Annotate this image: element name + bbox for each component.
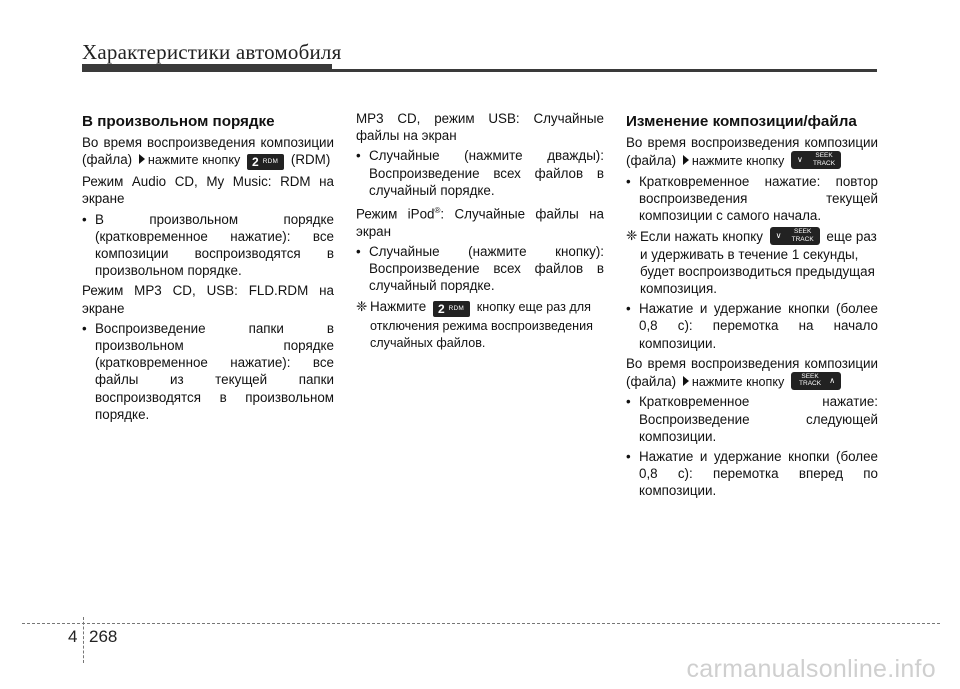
seek-track-label [792, 228, 814, 243]
rdm-label: RDM [448, 304, 465, 312]
track-label: TRACK [791, 235, 814, 243]
column-change-track [626, 112, 878, 503]
seek-track-down-button-icon [770, 227, 820, 245]
text-ipod-random: : Случайные файлы на экран [356, 206, 604, 239]
arrow-right-icon [139, 154, 145, 164]
chevron-down-icon: ∨ [797, 155, 803, 165]
section-number: 4 [68, 627, 78, 646]
chevron-down-icon: ∨ [775, 231, 782, 241]
text-press-button: нажмите кнопку [691, 154, 785, 169]
paragraph-random-intro [82, 134, 334, 170]
chapter-title: Характеристики автомобиля [82, 40, 342, 64]
rdm-button-icon [433, 301, 470, 317]
registered-mark: ® [434, 206, 441, 216]
note-previous-track [626, 227, 878, 297]
rdm-button-icon [247, 154, 284, 170]
footer-rule [22, 623, 940, 624]
text-press-button: нажмите кнопку [691, 374, 785, 389]
column-random-files [356, 110, 604, 355]
bullet-random-twice: • Случайные (нажмите дважды): Воспроизведение всех файлов в случайный порядке. [356, 147, 604, 199]
text-if-press: Если нажать кнопку [640, 229, 763, 245]
track-label: TRACK [799, 380, 822, 388]
header-bar [82, 64, 332, 72]
bullet-fast-forward: • Нажатие и удержание кнопки (более 0,8 с): перемотка вперед по композиции. [626, 448, 878, 500]
bullet-folder-random: • Воспроизведение папки в произвольном порядке (кратковременное нажатие): все файлы из текущей папки воспроизводятся в произвольном порядке. [82, 320, 334, 423]
text-press: Нажмите [370, 298, 427, 314]
text-previous-track: еще раз и удерживать в течение 1 секунды, будет воспроизводиться предыдущая композиция. [640, 229, 877, 296]
text-during-playback: Во время воспроизведения композиции (файла) [626, 355, 878, 389]
text-during-playback: Во время воспроизведения композиции (файла) [626, 135, 878, 169]
text-press-button: нажмите кнопку [147, 153, 241, 168]
bullet-repeat-current: • Кратковременное нажатие: повтор воспроизведения текущей композиции с самого начала. [626, 173, 878, 225]
paragraph-mp3-mode: Режим MP3 CD, USB: FLD.RDM на экране [82, 283, 334, 316]
rdm-number: 2 [437, 301, 445, 316]
rdm-number: 2 [252, 155, 259, 170]
text-during-playback: Во время воспроизведения композиции (файла) [82, 135, 334, 168]
header-rule [332, 69, 877, 72]
text-disable-random: кнопку еще раз для отключения режима воспроизведения случайных файлов. [370, 299, 593, 350]
paragraph-seek-up-intro [626, 355, 878, 391]
section-heading-change-track: Изменение композиции/файла [626, 113, 857, 130]
paragraph-ipod-mode [356, 202, 604, 240]
note-disable-random [356, 298, 604, 352]
paragraph-audio-cd-mode: Режим Audio CD, My Music: RDM на экране [82, 174, 334, 207]
text-rdm: (RDM) [290, 152, 331, 168]
seek-track-up-button-icon [791, 372, 841, 390]
bullet-next-track: • Кратковременное нажатие: Воспроизведение следующей композиции. [626, 393, 878, 445]
arrow-right-icon [683, 155, 689, 165]
footer-divider [83, 617, 84, 663]
watermark: carmanualsonline.info [686, 655, 936, 683]
seek-track-label [799, 373, 821, 388]
text-ipod-mode: Режим iPod [356, 206, 435, 222]
bullet-random-press: • Случайные (нажмите кнопку): Воспроизведение всех файлов в случайный порядке. [356, 243, 604, 295]
section-heading-random: В произвольном порядке [82, 113, 275, 130]
bullet-random-all: • В произвольном порядке (кратковременное нажатие): все композиции воспроизводятся в произвольном порядке. [82, 211, 334, 280]
column-random-order [82, 112, 334, 426]
paragraph-mp3-usb: MP3 CD, режим USB: Случайные файлы на экран [356, 111, 604, 144]
seek-label: SEEK [801, 372, 819, 380]
seek-track-down-button-icon [791, 151, 841, 169]
arrow-right-icon [683, 376, 689, 386]
bullet-rewind-start: • Нажатие и удержание кнопки (более 0,8 с): перемотка на начало композиции. [626, 300, 878, 352]
seek-label: SEEK [793, 228, 812, 236]
rdm-label: RDM [262, 158, 279, 166]
seek-label: SEEK [815, 152, 833, 160]
paragraph-seek-down-intro [626, 134, 878, 170]
page-number: 268 [89, 627, 118, 646]
seek-track-label [813, 152, 835, 167]
track-label: TRACK [813, 159, 836, 167]
chevron-up-icon: ∧ [829, 375, 836, 385]
note-icon: ❈ [626, 228, 638, 244]
note-icon: ❈ [356, 298, 368, 314]
